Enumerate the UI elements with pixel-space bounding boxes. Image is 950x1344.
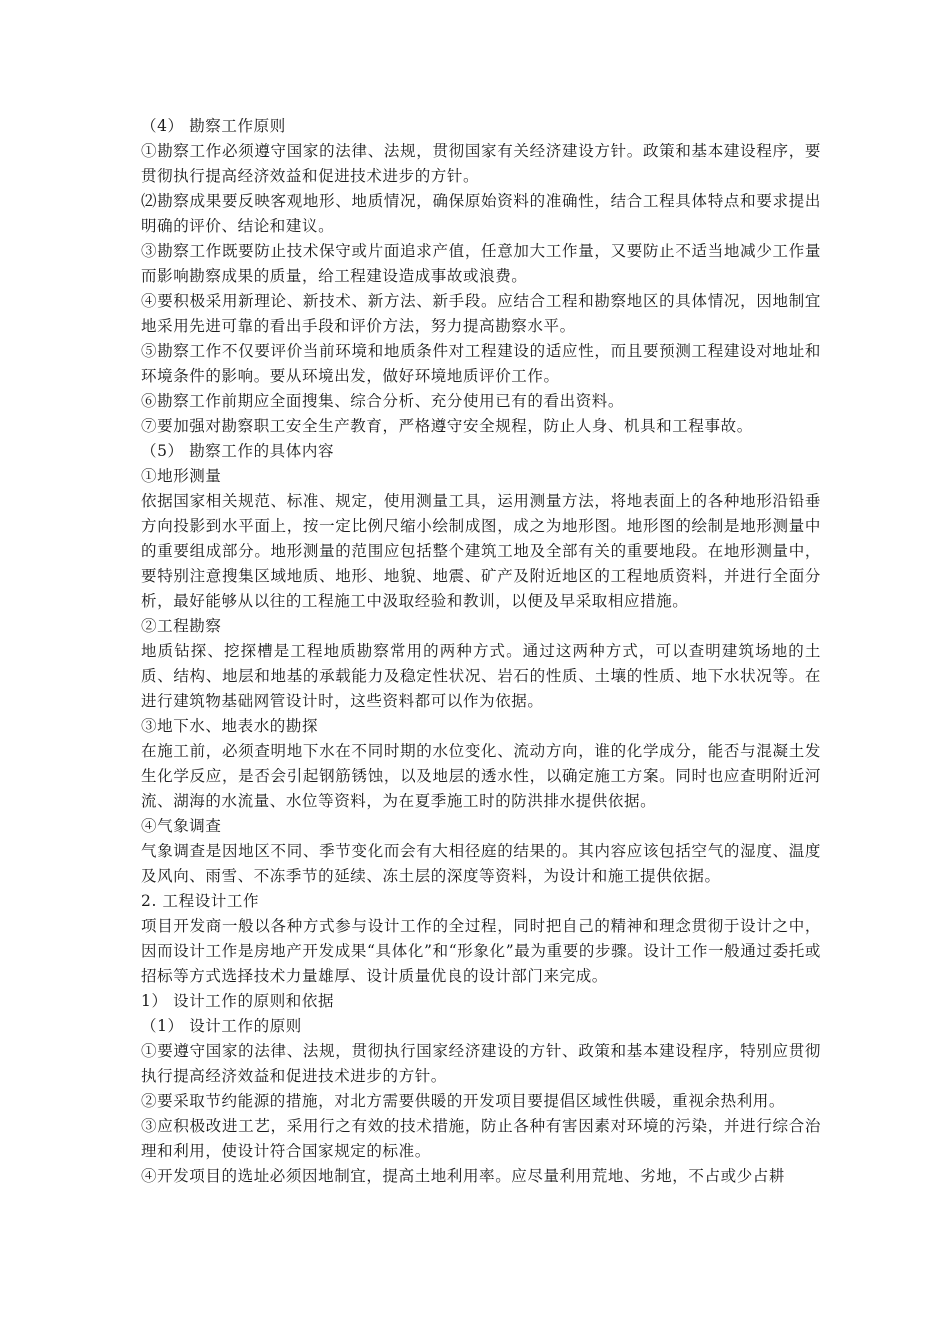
- subheading-weather-survey: ④气象调查: [141, 817, 222, 835]
- paragraph-principle-1: ①勘察工作必须遵守国家的法律、法规，贯彻国家有关经济建设方针。政策和基本建设程序，要贯彻执行提高经济效益和促进技术进步的方针。: [141, 142, 821, 185]
- section-heading-survey-principles: （4） 勘察工作原则: [141, 117, 286, 135]
- paragraph-design-principle-4: ④开发项目的选址必须因地制宜，提高土地利用率。应尽量利用荒地、劣地，不占或少占耕: [141, 1167, 786, 1185]
- paragraph-weather-survey: 气象调查是因地区不同、季节变化而会有大相径庭的结果的。其内容应该包括空气的湿度、温度及风向、雨雪、不冻季节的延续、冻土层的深度等资料，为设计和施工提供依据。: [141, 842, 821, 885]
- paragraph-design-principle-1: ①要遵守国家的法律、法规，贯彻执行国家经济建设的方针、政策和基本建设程序，特别应贯彻执行提高经济效益和促进技术进步的方针。: [141, 1042, 821, 1085]
- subheading-design-principles-basis: 1） 设计工作的原则和依据: [141, 992, 335, 1010]
- section-heading-survey-content: （5） 勘察工作的具体内容: [141, 442, 335, 460]
- section-heading-design-work: 2. 工程设计工作: [141, 892, 260, 910]
- paragraph-principle-7: ⑦要加强对勘察职工安全生产教育，严格遵守安全规程，防止人身、机具和工程事故。: [141, 417, 753, 435]
- paragraph-design-work: 项目开发商一般以各种方式参与设计工作的全过程，同时把自己的精神和理念贯彻于设计之中，因而设计工作是房地产开发成果“具体化”和“形象化”最为重要的步骤。设计工作一般通过委托或招标等方式选择技术力量雄厚、设计质量优良的设计部门来完成。: [141, 917, 821, 985]
- paragraph-design-principle-3: ③应积极改进工艺，采用行之有效的技术措施，防止各种有害因素对环境的污染，并进行综合治理和利用，使设计符合国家规定的标准。: [141, 1117, 821, 1160]
- subheading-topographic-survey: ①地形测量: [141, 467, 222, 485]
- subheading-water-exploration: ③地下水、地表水的勘探: [141, 717, 319, 735]
- paragraph-principle-2: ⑵勘察成果要反映客观地形、地质情况，确保原始资料的准确性，结合工程具体特点和要求提出明确的评价、结论和建议。: [141, 192, 821, 235]
- paragraph-topographic-survey: 依据国家相关规范、标准、规定，使用测量工具，运用测量方法，将地表面上的各种地形沿铅垂方向投影到水平面上，按一定比例尺缩小绘制成图，成之为地形图。地形图的绘制是地形测量中的重要组成部分。地形测量的范围应包括整个建筑工地及全部有关的重要地段。在地形测量中，要特别注意搜集区域地质、地形、地貌、地震、矿产及附近地区的工程地质资料，并进行全面分析，最好能够从以往的工程施工中汲取经验和教训，以便及早采取相应措施。: [141, 492, 821, 610]
- subheading-design-principles: （1） 设计工作的原则: [141, 1017, 302, 1035]
- document-body: [141, 114, 821, 1189]
- paragraph-principle-5: ⑤勘察工作不仅要评价当前环境和地质条件对工程建设的适应性，而且要预测工程建设对地址和环境条件的影响。要从环境出发，做好环境地质评价工作。: [141, 342, 821, 385]
- paragraph-design-principle-2: ②要采取节约能源的措施，对北方需要供暖的开发项目要提倡区域性供暖，重视余热利用。: [141, 1092, 786, 1110]
- subheading-engineering-survey: ②工程勘察: [141, 617, 222, 635]
- paragraph-principle-6: ⑥勘察工作前期应全面搜集、综合分析、充分使用已有的看出资料。: [141, 392, 625, 410]
- paragraph-water-exploration: 在施工前，必须查明地下水在不同时期的水位变化、流动方向，谁的化学成分，能否与混凝土发生化学反应，是否会引起钢筋锈蚀，以及地层的透水性，以确定施工方案。同时也应查明附近河流、湖海的水流量、水位等资料，为在夏季施工时的防洪排水提供依据。: [141, 742, 821, 810]
- paragraph-principle-3: ③勘察工作既要防止技术保守或片面追求产值，任意加大工作量，又要防止不适当地减少工作量而影响勘察成果的质量，给工程建设造成事故或浪费。: [141, 242, 821, 285]
- paragraph-principle-4: ④要积极采用新理论、新技术、新方法、新手段。应结合工程和勘察地区的具体情况，因地制宜地采用先进可靠的看出手段和评价方法，努力提高勘察水平。: [141, 292, 821, 335]
- paragraph-engineering-survey: 地质钻探、挖探槽是工程地质勘察常用的两种方式。通过这两种方式，可以查明建筑场地的土质、结构、地层和地基的承载能力及稳定性状况、岩石的性质、土壤的性质、地下水状况等。在进行建筑物基础网管设计时，这些资料都可以作为依据。: [141, 642, 821, 710]
